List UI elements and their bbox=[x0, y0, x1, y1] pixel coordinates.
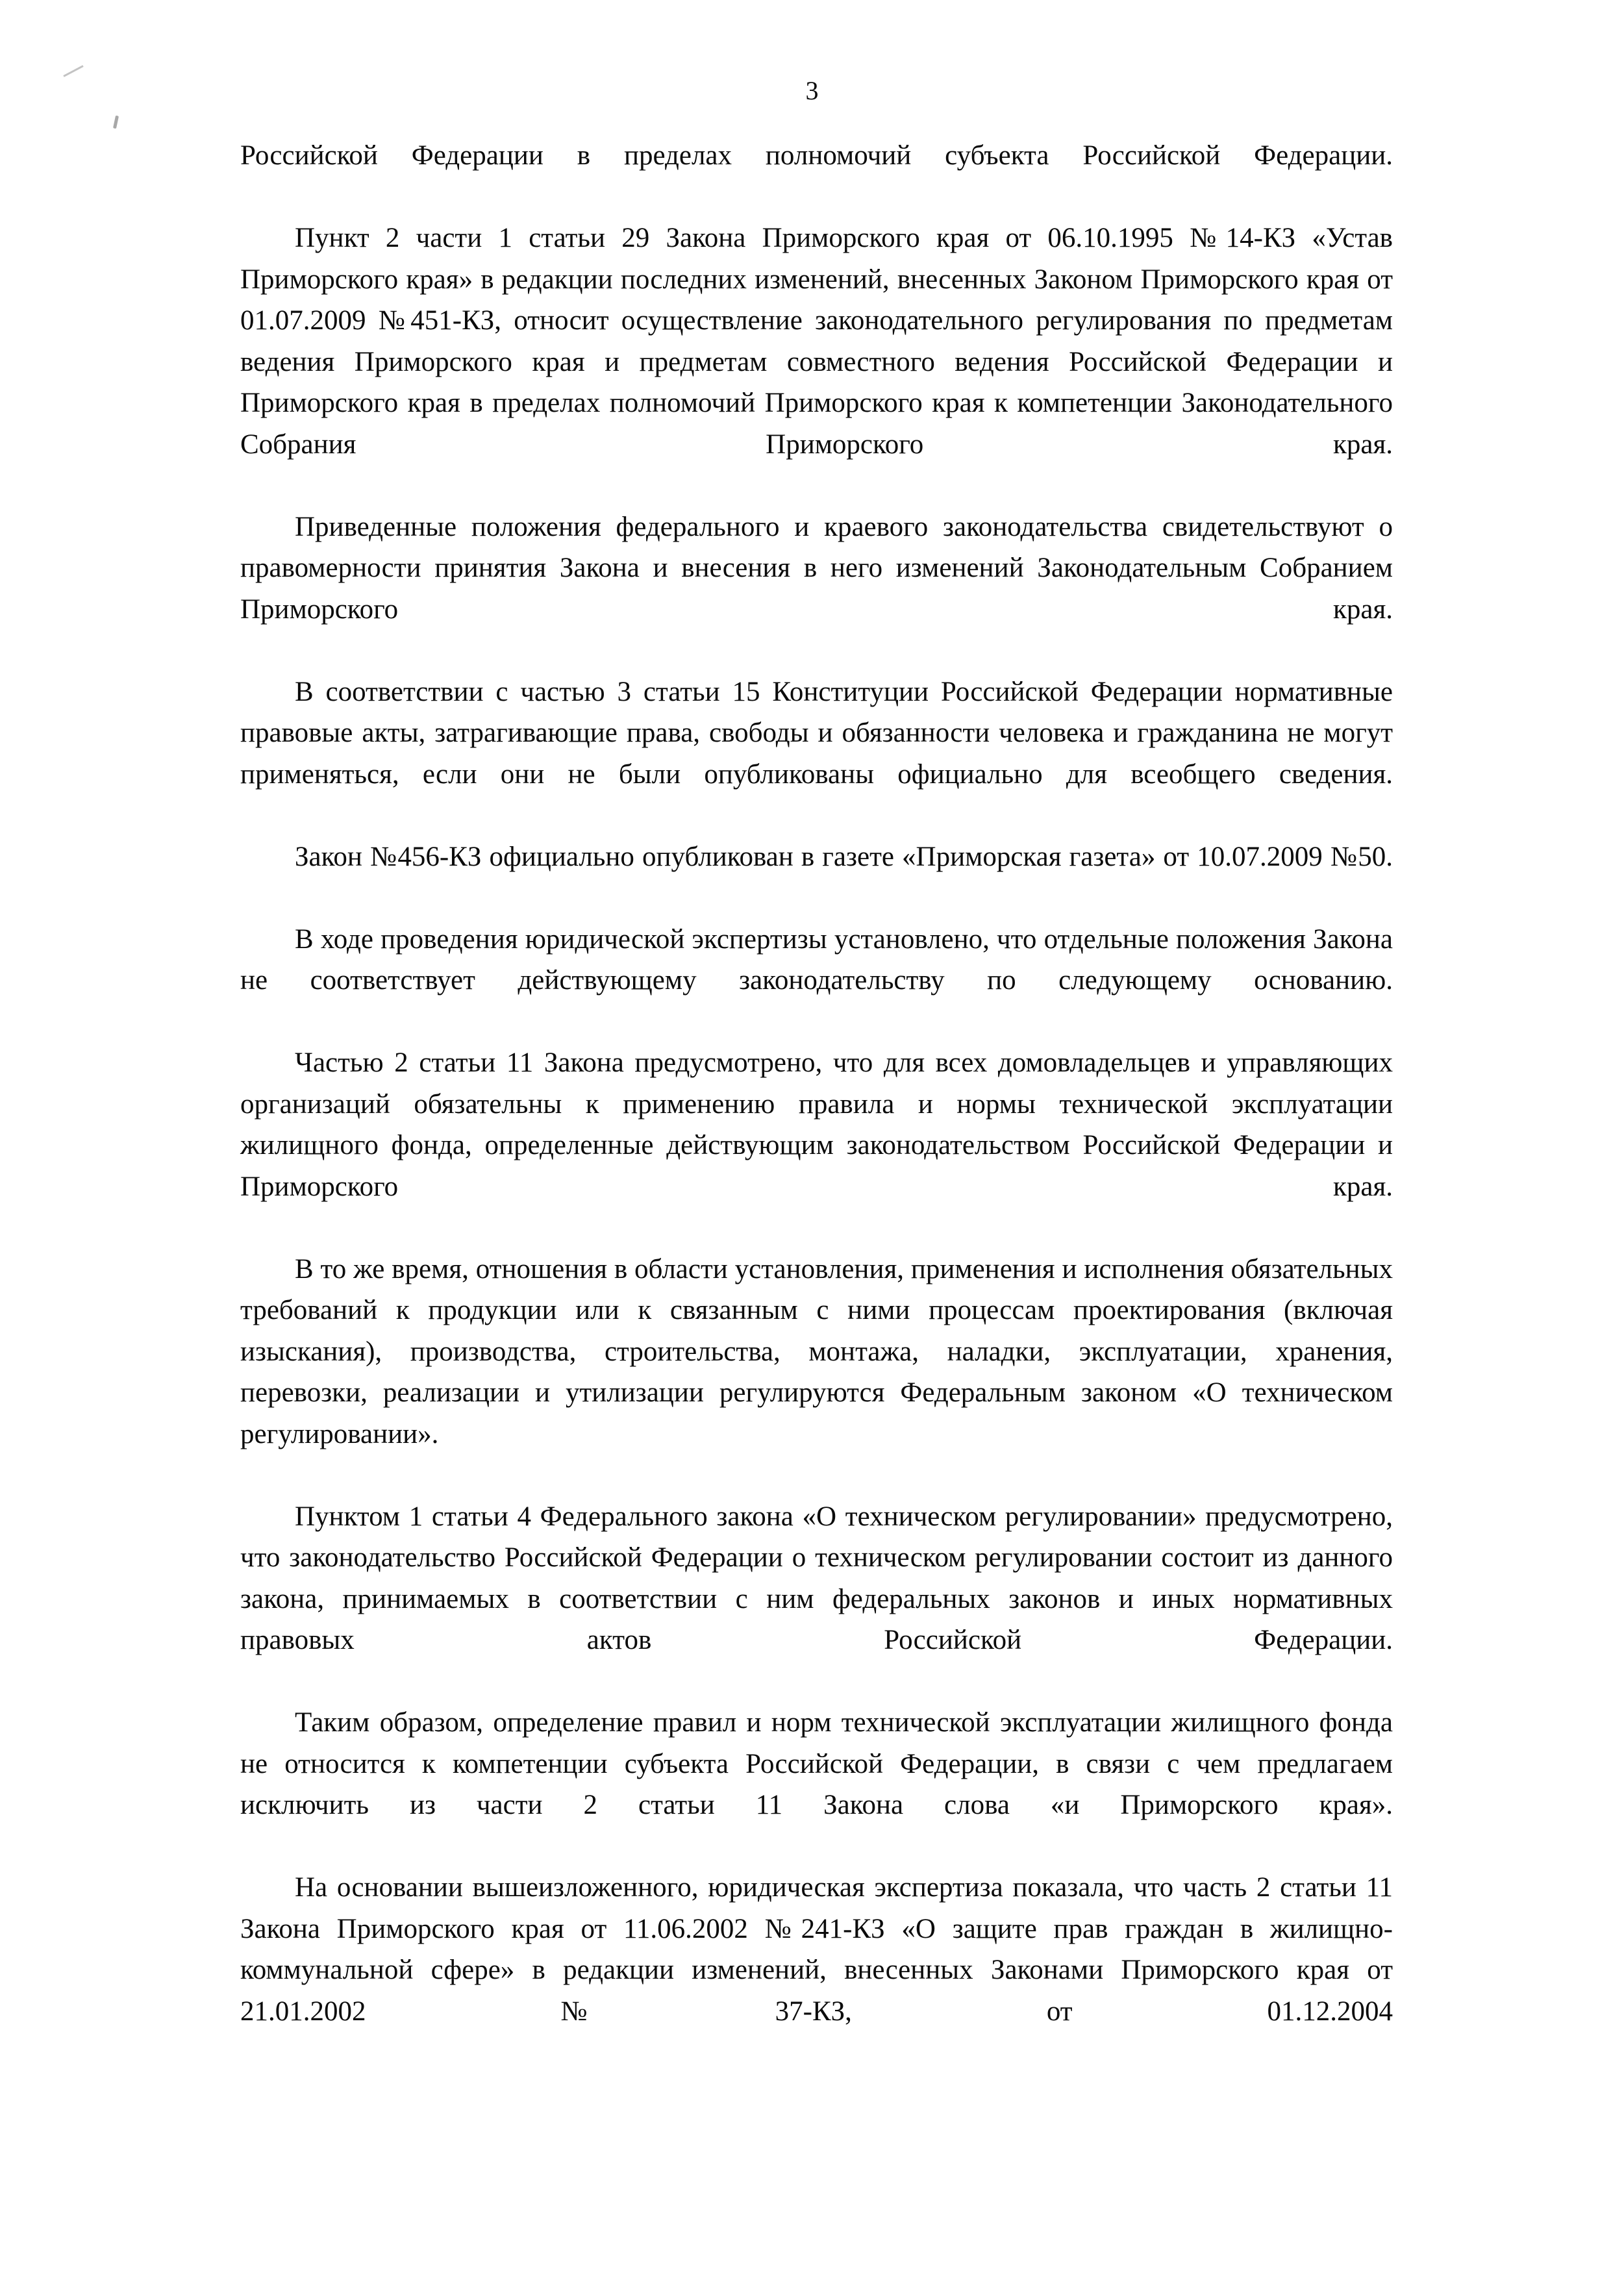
paragraph: В то же время, отношения в области установления, применения и исполнения обязательных требований к продукции или к связанным с ними процессам проектирования (включая изыскания), производства, строительства, монтажа, наладки, эксплуатации, хранения, перевозки, реализации и утилизации регулируются Федеральным законом «О техническом регулировании». bbox=[240, 1253, 1393, 1449]
scan-artifact-comma bbox=[113, 116, 119, 129]
paragraph: Пунктом 1 статьи 4 Федерального закона «О техническом регулировании» предусмотрено, что законодательство Российской Федерации о техническом регулировании состоит из данного закона, принимаемых в соответствии с ним федеральных законов и иных нормативных правовых актов Российской Федерации. bbox=[240, 1501, 1393, 1655]
paragraph: Российской Федерации в пределах полномочий субъекта Российской Федерации. bbox=[240, 140, 1393, 171]
paragraph: Закон №456-КЗ официально опубликован в газете «Приморская газета» от 10.07.2009 №50. bbox=[295, 841, 1393, 872]
paragraph: Пункт 2 части 1 статьи 29 Закона Приморского края от 06.10.1995 №14-КЗ «Устав Приморского края» в редакции последних изменений, внесенных Законом Приморского края от 01.07.2009 №451-КЗ, относит осуществление законодательного регулирования по предметам ведения Приморского края и предметам совместного ведения Российской Федерации и Приморского края в пределах полномочий Приморского края к компетенции Законодательного Собрания Приморского края. bbox=[240, 223, 1393, 460]
paragraph: На основании вышеизложенного, юридическая экспертиза показала, что часть 2 статьи 11 Закона Приморского края от 11.06.2002 №241-КЗ «О защите прав граждан в жилищно-коммунальной сфере» в редакции изменений, внесенных Законами Приморского края от 21.01.2002 №37-КЗ, от 01.12.2004 bbox=[240, 1872, 1393, 2027]
paragraph: Приведенные положения федерального и краевого законодательства свидетельствуют о правомерности принятия Закона и внесения в него изменений Законодательным Собранием Приморского края. bbox=[240, 511, 1393, 625]
paragraph: Таким образом, определение правил и норм технической эксплуатации жилищного фонда не относится к компетенции субъекта Российской Федерации, в связи с чем предлагаем исключить из части 2 статьи 11 Закона слова «и Приморского края». bbox=[240, 1707, 1393, 1820]
paragraph: Частью 2 статьи 11 Закона предусмотрено, что для всех домовладельцев и управляющих организаций обязательны к применению правила и нормы технической эксплуатации жилищного фонда, определенные действующим законодательством Российской Федерации и Приморского края. bbox=[240, 1047, 1393, 1202]
document-body bbox=[240, 135, 1393, 2073]
paragraph: В ходе проведения юридической экспертизы установлено, что отдельные положения Закона не соответствует действующему законодательству по следующему основанию. bbox=[240, 923, 1393, 996]
page-number: 3 bbox=[805, 76, 819, 105]
paragraph: В соответствии с частью 3 статьи 15 Конституции Российской Федерации нормативные правовые акты, затрагивающие права, свободы и обязанности человека и гражданина не могут применяться, если они не были опубликованы официально для всеобщего сведения. bbox=[240, 676, 1393, 790]
scan-artifact-mark bbox=[63, 65, 83, 77]
